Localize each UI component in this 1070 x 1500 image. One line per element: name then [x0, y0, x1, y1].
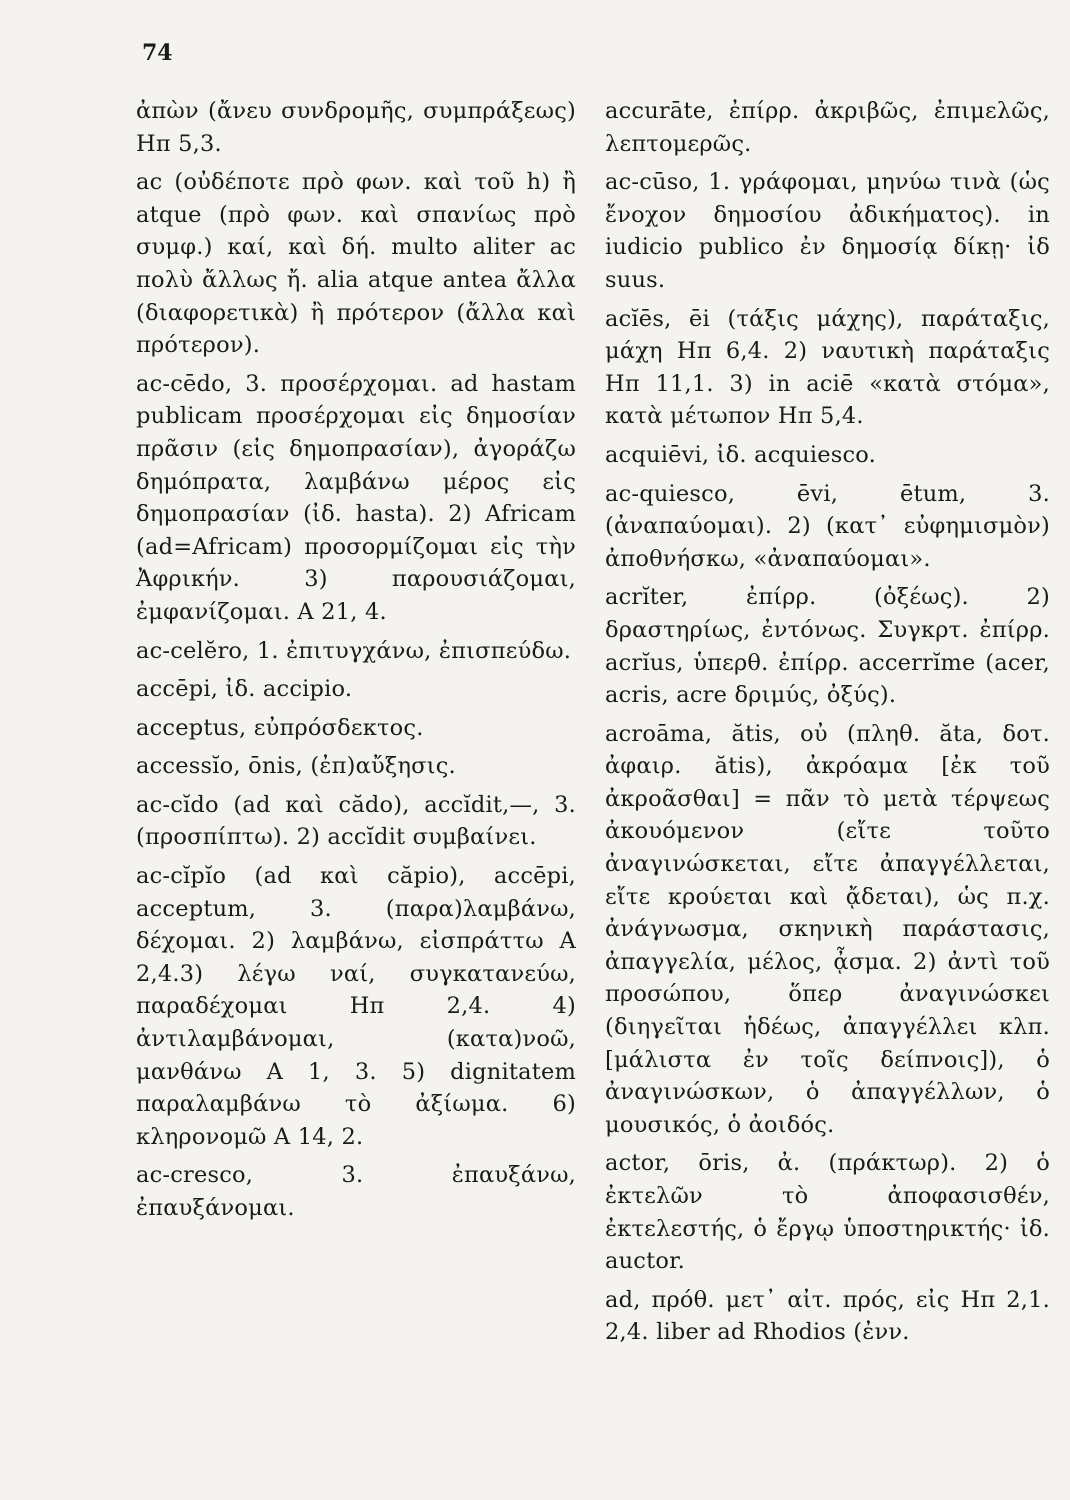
dictionary-entry: ac-cĭpĭo (ad καὶ căpio), accēpi, acceptum, 3. (παρα)λαμβάνω, δέχομαι. 2) λαμβάνω, εἰσπράττω Α 2,4.3) λέγω ναί, συγκατανεύω, παραδέχομαι Ηπ 2,4. 4) ἀντιλαμβάνομαι, (κατα)νοῶ, μανθάνω Α 1, 3. 5) dignitatem παραλαμβάνω τὸ ἀξίωμα. 6) κληρονομῶ Α 14, 2.	[136, 863, 576, 1150]
dictionary-entry: ac-quiesco, ēvi, ētum, 3. (ἀναπαύομαι). 2) (κατ᾿ εὐφημισμὸν) ἀποθνήσκω, «ἀναπαύομαι».	[605, 480, 1050, 572]
dictionary-entry: ἀπὼν (ἄνευ συνδρομῆς, συμπράξεως) Ηπ 5,3.	[136, 98, 576, 157]
dictionary-entry: ac-celĕro, 1. ἐπιτυγχάνω, ἐπισπεύδω.	[136, 637, 572, 664]
dictionary-entry: ac-cĭdo (ad καὶ cădo), accĭdit,—, 3. (προσπίπτω). 2) accĭdit συμβαίνει.	[136, 791, 576, 851]
dictionary-entry: actor, ōris, ἀ. (πράκτωρ). 2) ὁ ἐκτελῶν τὸ ἀποφασισθέν, ἐκτελεστής, ὁ ἔργῳ ὑποστηρικτής· ἰδ. auctor.	[605, 1150, 1050, 1275]
dictionary-entry: acceptus, εὐπρόσδεκτος.	[136, 714, 424, 741]
dictionary-entry: ac-cēdo, 3. προσέρχομαι. ad hastam publicam προσέρχομαι εἰς δημοσίαν πρᾶσιν (εἰς δημοπρασίαν), ἀγοράζω δημόπρατα, λαμβάνω μέρος εἰς δημοπρασίαν (ἰδ. hasta). 2) Africam (ad=Africam) προσορμίζομαι εἰς τὴν Ἀφρικήν. 3) παρουσιάζομαι, ἐμφανίζομαι. Α 21, 4.	[136, 370, 576, 625]
dictionary-entry: accēpi, ἰδ. accipio.	[136, 676, 353, 703]
right-column	[605, 95, 1050, 1355]
dictionary-entry: acrĭter, ἐπίρρ. (ὀξέως). 2) δραστηρίως, ἐντόνως. Συγκρτ. ἐπίρρ. acrĭus, ὑπερθ. ἐπίρρ. accerrĭme (acer, acris, acre δριμύς, ὀξύς).	[605, 584, 1050, 709]
dictionary-entry: ac (οὐδέποτε πρὸ φων. καὶ τοῦ h) ἢ atque (πρὸ φων. καὶ σπανίως πρὸ συμφ.) καί, καὶ δή. multo aliter ac πολὺ ἄλλως ἤ. alia atque antea ἄλλα (διαφορετικὰ) ἢ πρότερον (ἄλλα καὶ πρότερον).	[136, 169, 576, 359]
dictionary-entry: ac-cresco, 3. ἐπαυξάνω, ἐπαυξάνομαι.	[136, 1162, 576, 1221]
dictionary-entry: accurāte, ἐπίρρ. ἀκριβῶς, ἐπιμελῶς, λεπτομερῶς.	[605, 98, 1050, 157]
dictionary-entry: acquiēvi, ἰδ. acquiesco.	[605, 441, 876, 468]
left-column	[136, 95, 576, 1231]
dictionary-entry: accessĭo, ōnis, (ἐπ)αὔξησις.	[136, 753, 456, 780]
page-number: 74	[142, 40, 173, 66]
dictionary-entry: ac-cūso, 1. γράφομαι, μηνύω τινὰ (ὡς ἔνοχον δημοσίου ἀδικήματος). in iudicio publico ἐν δημοσίᾳ δίκῃ· ἰδ suus.	[605, 169, 1050, 293]
dictionary-entry: acĭēs, ēi (τάξις μάχης), παράταξις, μάχη Ηπ 6,4. 2) ναυτικὴ παράταξις Ηπ 11,1. 3) in aciē «κατὰ στόμα», κατὰ μέτωπον Ηπ 5,4.	[605, 305, 1050, 430]
dictionary-entry: acroāma, ătis, οὐ (πληθ. ăta, δοτ. ἀφαιρ. ătis), ἀκρόαμα [ἐκ τοῦ ἀκροᾶσθαι] = πᾶν τὸ μετὰ τέρψεως ἀκουόμενον (εἴτε τοῦτο ἀναγινώσκεται, εἴτε ἀπαγγέλλεται, εἴτε κρούεται καὶ ᾄδεται), ὡς π.χ. ἀνάγνωσμα, σκηνικὴ παράστασις, ἀπαγγελία, μέλος, ᾆσμα. 2) ἀντὶ τοῦ προσώπου, ὅπερ ἀναγινώσκει (διηγεῖται ἡδέως, ἀπαγγέλλει κλπ. [μάλιστα ἐν τοῖς δείπνοις]), ὁ ἀναγινώσκων, ὁ ἀπαγγέλλων, ὁ μουσικός, ὁ ἀοιδός.	[605, 720, 1050, 1138]
dictionary-entry: ad, πρόθ. μετ᾿ αἰτ. πρός, εἰς Ηπ 2,1. 2,4. liber ad Rhodios (ἐνν.	[605, 1286, 1050, 1346]
